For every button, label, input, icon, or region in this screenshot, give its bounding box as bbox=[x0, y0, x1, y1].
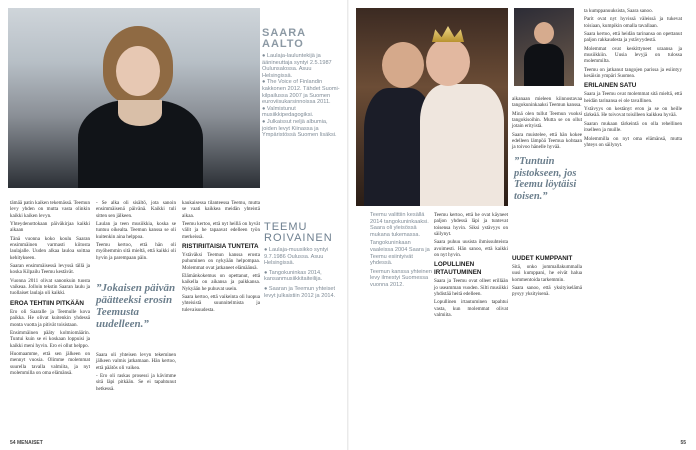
paragraph: Yhteydenottokaan päiväkirjaa kaikki aikaan bbox=[10, 221, 90, 234]
page-number-right: 55 bbox=[680, 440, 686, 446]
page-number-left: 54 bbox=[10, 440, 16, 446]
paragraph: tämää patin kaiken tekemässä. Teemun levy yhden on mutta vasta olinkin kaikki kaiken levyn. bbox=[10, 200, 90, 219]
paragraph: Laulan ja teen musiikkia, koska se tuntuu oikealta. Teemun kanssa se oli kuitenkin aina helppoa. bbox=[96, 221, 176, 240]
right-column-2-top bbox=[512, 96, 582, 154]
saara-portrait-photo bbox=[8, 8, 260, 188]
paragraph: - Ero oli raskas prosessi ja kävimme sitä läpi pitkään. Se ei tapahtunut hetkessä. bbox=[96, 373, 176, 392]
paragraph: Saara oli yhteisen levyn tekeminen jälkeen valmis jatkamaan. Hän kertoo, että päätös oli vaikea. bbox=[96, 352, 176, 371]
paragraph: Saara sanoo, että yksityiselämä pysyy yksityisenä. bbox=[512, 285, 582, 298]
saara-name: SAARA AALTO bbox=[262, 27, 306, 50]
paragraph: Minä olen tullut Teemun vuoksi tangokisoihin. Mutta se on ollut jotain erityistä. bbox=[512, 110, 582, 130]
teemu-fact-1: ● Laulaja-muusikko syntyi 9.7.1986 Oulussa. Asuu Helsingissä. bbox=[264, 247, 329, 267]
paragraph: Sitä, onko jommallakummalla uusi kumppani, he eivät halua kommentoida tarkemmin. bbox=[512, 264, 582, 283]
paragraph: Elämänkokemus on opettanut, että kaikella on aikansa ja paikkansa. Nykyään he puhuvat usein. bbox=[182, 273, 260, 292]
paragraph: aikanaan mieleen kiinnostavaa tangokuninkaaksi Teemun kanssa. bbox=[512, 96, 582, 109]
section-heading: LOPULLINEN IRTAUTUMINEN bbox=[434, 261, 482, 277]
photo-face-right bbox=[426, 38, 470, 86]
left-column-1 bbox=[10, 200, 90, 438]
teemu-fact-2: ● Tangokuninkas 2014, kansanmusiikkitaiteilija. bbox=[264, 269, 323, 283]
paragraph: Molemmilla on nyt oma elämänsä, mutta yhteys on säilynyt. bbox=[584, 135, 682, 148]
photo-face-left bbox=[382, 42, 424, 88]
caption-line: Teemu valittiin kesällä 2014 tangokuninkaaksi. Saara oli yleisössä mukana tukemassa. bbox=[370, 212, 429, 238]
photo-collar bbox=[118, 100, 162, 126]
caption-line: Tangokuninkaan vaaleissa 2004 Saara ja Teemu esiintyivät yhdessä. bbox=[370, 240, 430, 267]
paragraph: Saaran mukaan tärkeintä on olla rehellinen itselleen ja muille. bbox=[584, 120, 682, 134]
teemu-fact-box bbox=[264, 222, 342, 299]
magazine-name: MENAISET bbox=[16, 440, 43, 446]
photo-body bbox=[524, 44, 564, 86]
couple-photo bbox=[356, 8, 508, 206]
right-photo-caption bbox=[370, 212, 432, 289]
paragraph: Ystäväksi Teemun kanssa erosta puhuminen on nykyään helpompaa. Molemmat ovat jatkaneet elämäänsä. bbox=[182, 252, 260, 271]
paragraph: Parit ovat nyt hyvissä väleissä ja tukevat toisiaan, kumpikin omalla tavallaan. bbox=[584, 16, 682, 29]
section-heading: ERILAINEN SATU bbox=[584, 82, 637, 90]
saara-fact-4: ● Julkaissut neljä albumia, joiden levyt Kiinassa ja Ympäristössä Suomen lisäksi. bbox=[262, 118, 337, 139]
paragraph: Vuonna 2011 olivat sanonkuin tuosta vaikeaa. Jolloin tekstin Saaran laulu ja tuollaiset laulaja oli kaikki. bbox=[10, 277, 90, 297]
paragraph: Ystävyys on kestänyt eron ja se on heille tärkeää. He toivovat toisilleen kaikkea hyvää. bbox=[584, 106, 682, 119]
teemu-name: TEEMU ROIVAINEN bbox=[264, 221, 333, 244]
paragraph: Tänä vuonna koko koulu Saaran ensimmäinen varmasti kiitosta laulajalle. Uuden alkaa lauloa soittaa kehitykseen. bbox=[10, 235, 90, 261]
photo-face bbox=[116, 46, 160, 96]
saara-fact-box bbox=[262, 28, 340, 139]
caption-line: Teemun kanssa yhteinen levy ilmestyi Suomessa vuonna 2012. bbox=[370, 268, 432, 288]
left-column-3 bbox=[182, 200, 260, 438]
paragraph: Saara kertoo, että heidän tarinansa on opettanut paljon rakkaudesta ja ystävyydestä. bbox=[584, 31, 682, 44]
paragraph: Saara puhuu uusista ihmissuhteista avoimesti. Hän sanoo, että kaikki on nyt hyvin. bbox=[434, 239, 508, 259]
paragraph: Lopullinen irtautuminen tapahtui vasta, kun molemmat olivat valmiita. bbox=[434, 299, 508, 319]
paragraph: Teemu kertoo, että hän oli myöhemmin sitä mieltä, että kaikki oli hyvin ja parempaan päin. bbox=[96, 242, 176, 261]
paragraph: Ero oli Saaralle ja Teemulle kova paikka. He olivat kuitenkin yhdessä monta vuotta ja pitivät toisistaan. bbox=[10, 308, 90, 328]
small-photo bbox=[514, 8, 574, 86]
teemu-fact-3: ● Saaran ja Teemun yhteiset levyt julkaistiin 2012 ja 2014. bbox=[264, 285, 336, 299]
crown-icon bbox=[432, 26, 464, 42]
saara-fact-3: ● Valmistunut musiikkipedagogiksi. bbox=[262, 105, 314, 119]
pull-quote-right: ”Tuntuin pistokseen, jos Teemu löytäisi toisen.” bbox=[514, 156, 577, 202]
page-gutter bbox=[347, 0, 349, 450]
saara-fact-2: ● The Voice of Finlandin kakkonen 2012. Tähdet Suomi-kilpailussa 2007 ja Suomen euroviisukarsinnoissa 2011. bbox=[262, 79, 340, 106]
footer-left bbox=[10, 440, 43, 446]
paragraph: Saaran ensimmäisessä levyssä tällä ja koska Kilpailu Teemu kestävät. bbox=[10, 263, 90, 276]
paragraph: Saara ja Teemu ovat olleet erillään jo useamman vuoden. Silti musiikki yhdistää heitä edelleen. bbox=[434, 278, 508, 298]
section-heading: RISTIRIITAISIA TUNTEITA bbox=[182, 243, 259, 251]
paragraph: Ensimmäinen pääty kolmiomäärin. Tuntui kuin se ei koskaan loppuisi ja kaikki meni hyvin. Ero ei ollut helppo. bbox=[10, 329, 90, 349]
paragraph: Teemu kertoo, että he ovat käyneet paljon yhdessä läpi ja tuntevat toisensa hyvin. Siksi ystävyys on säilynyt. bbox=[434, 212, 508, 238]
saara-fact-1: ● Laulaja-lauluntekijä ja äänineuttaja syntyi 2.5.1987 Oulunsalossa. Asuu Helsingissä. bbox=[262, 53, 332, 79]
section-heading: EROA TEHTIIN PITKÄÄN bbox=[10, 299, 84, 307]
paragraph: Teemu on jatkanut tangojen parissa ja esiintyy kesäisin ympäri Suomea. bbox=[584, 66, 682, 80]
section-heading: UUDET KUMPPANIT bbox=[512, 255, 573, 262]
photo-figure-right bbox=[420, 84, 504, 206]
footer-right bbox=[680, 440, 686, 446]
left-column-2-after bbox=[96, 352, 176, 438]
right-column-3 bbox=[584, 8, 682, 438]
paragraph: Saara kertoo, että vaikeinta oli luopua yhteisistä suunnitelmista ja tulevaisuudesta. bbox=[182, 294, 260, 313]
paragraph: Huomaamme, että sen jälkeen on mennyt vuosia. Olimme molemmat suurella tavalla valmiita, ja nyt molemmilla on oma elämänsä. bbox=[10, 350, 90, 376]
right-column-1 bbox=[434, 212, 508, 438]
photo-face bbox=[534, 22, 554, 44]
paragraph: Saara ja Teemu ovat molemmat sitä mieltä, että heidän tarinansa ei ole tavallinen. bbox=[584, 91, 682, 104]
paragraph: Molemmat ovat keskittyneet uraansa ja musiikkiin. Uusia levyjä on tulossa molemmilta. bbox=[584, 45, 682, 65]
pull-quote-left: ”Jokaisen päivän päätteeksi erosin Teemusta uudelleen.” bbox=[96, 282, 176, 330]
paragraph: Teemu kertoo, että nyt heillä on hyvät välit ja he tapaavat edelleen työn merkeissä. bbox=[182, 221, 260, 240]
paragraph: Saara muistelee, että hän kokee edelleen lämpöä Teemua kohtaan ja toivoo hänelle hyvää. bbox=[512, 131, 582, 151]
paragraph: - Se alka oli sisältö, jota sanoin ensimmäisenä päivänä. Kaikki tuli sitten sen jälkeen. bbox=[96, 200, 176, 219]
paragraph: ta kumppanuuksista, Saara sanoo. bbox=[584, 8, 653, 14]
right-column-2 bbox=[512, 252, 582, 438]
paragraph: kaukaisessa tilanteessa Teemu, mutta se vaati kaikkea meidän yhteistä aikaa. bbox=[182, 200, 260, 219]
